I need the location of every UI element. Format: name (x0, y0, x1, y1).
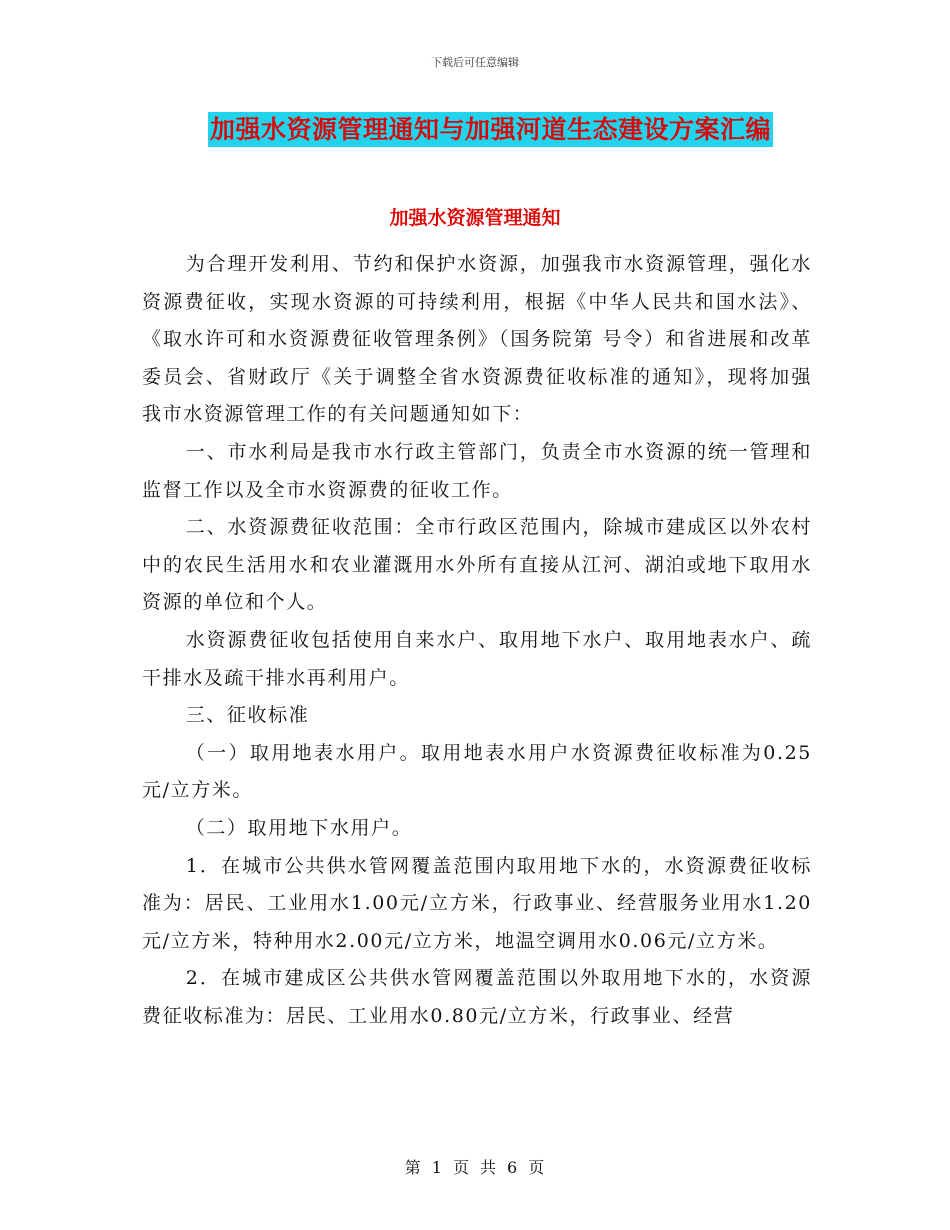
paragraph: 水资源费征收包括使用自来水户、取用地下水户、取用地表水户、疏干排水及疏干排水再利用户。 (142, 628, 812, 689)
document-body (142, 246, 812, 1035)
document-title: 加强水资源管理通知与加强河道生态建设方案汇编 (208, 112, 773, 147)
paragraph: 为合理开发利用、节约和保护水资源，加强我市水资源管理，强化水资源费征收，实现水资源的可持续利用，根据《中华人民共和国水法》、《取水许可和水资源费征收管理条例》（国务院第 号令）和省进展和改革委员会、省财政厅《关于调整全省水资源费征收标准的通知》，现将加强我市水资源管理工作的有关问题通知如下： (142, 253, 812, 426)
total-label: 共 (480, 1158, 498, 1177)
paragraph: 1．在城市公共供水管网覆盖范围内取用地下水的，水资源费征收标准为：居民、工业用水1.00元/立方米，行政事业、经营服务业用水1.20元/立方米，特种用水2.00元/立方米，地温空调用水0.06元/立方米。 (142, 854, 812, 952)
page-number: 1 (431, 1158, 443, 1177)
paragraph: （二）取用地下水用户。 (185, 816, 413, 839)
total-pages: 6 (507, 1158, 519, 1177)
page-unit: 页 (452, 1158, 470, 1177)
paragraph: 二、水资源费征收范围：全市行政区范围内，除城市建成区以外农村中的农民生活用水和农业灌溉用水外所有直接从江河、湖泊或地下取用水资源的单位和个人。 (142, 516, 812, 614)
page-label: 第 (404, 1158, 422, 1177)
paragraph: 三、征收标准 (185, 704, 310, 727)
paragraph: 2．在城市建成区公共供水管网覆盖范围以外取用地下水的，水资源费征收标准为：居民、工业用水0.80元/立方米，行政事业、经营 (142, 967, 812, 1027)
section-title: 加强水资源管理通知 (389, 207, 561, 229)
header-note: 下载后可任意编辑 (431, 56, 519, 69)
total-unit: 页 (528, 1158, 546, 1177)
paragraph: 一、市水利局是我市水行政主管部门，负责全市水资源的统一管理和监督工作以及全市水资源费的征收工作。 (142, 440, 812, 501)
paragraph: （一）取用地表水用户。取用地表水用户水资源费征收标准为0.25元/立方米。 (142, 741, 812, 802)
page-footer (0, 1155, 950, 1178)
